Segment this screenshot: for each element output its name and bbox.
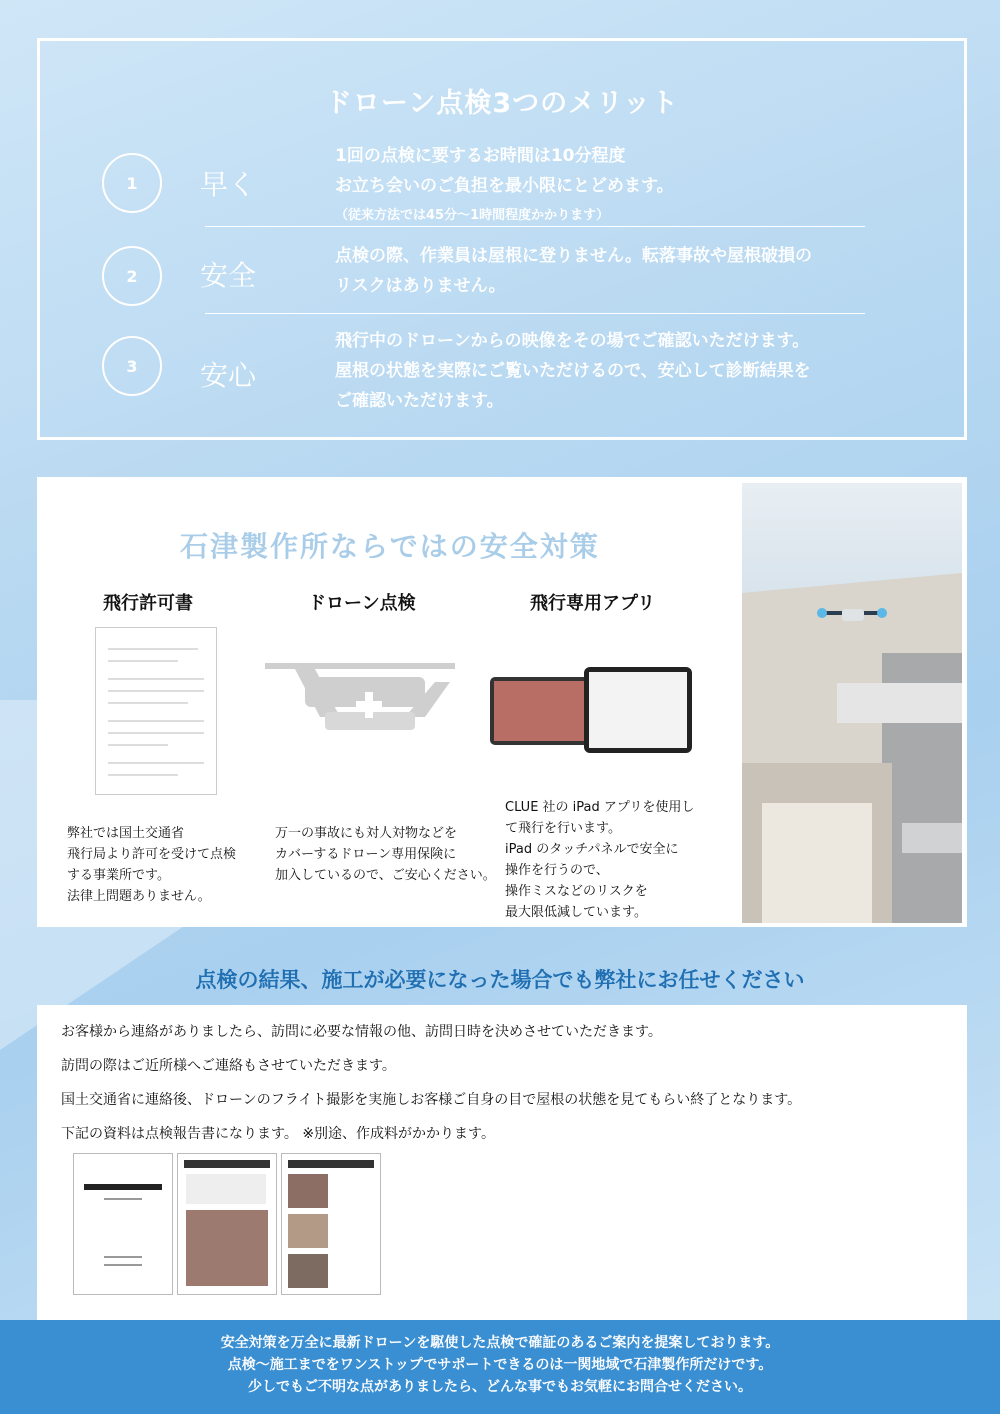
merit-panel (37, 38, 967, 440)
merit-text-line: 飛行中のドローンからの映像をその場でご確認いただけます。 (335, 331, 810, 351)
text-line: 万一の事故にも対人対物などを (275, 826, 458, 841)
permit-description (67, 823, 236, 907)
merit-text-line: 屋根の状態を実際にご覧いただけるので、安心して診断結果を (335, 361, 811, 381)
result-title: 点検の結果、施工が必要になった場合でも弊社にお任せください (195, 968, 805, 992)
merit-text-1 (335, 141, 674, 231)
divider (205, 226, 865, 227)
result-line-1: お客様から連絡がありましたら、訪問に必要な情報の他、訪問日時を決めさせていただきます。 (61, 1024, 662, 1040)
drone-icon (265, 657, 455, 747)
text-line: CLUE 社の iPad アプリを使用し (505, 800, 695, 815)
footer-banner (0, 1320, 1000, 1414)
merit-text-line: リスクはありません。 (335, 276, 506, 296)
text-line: 加入しているので、ご安心ください。 (275, 868, 496, 883)
merit-heading-3: 安心 (200, 359, 257, 392)
footer-line: 少しでもご不明な点がありましたら、どんな事でもお気軽にお問合せください。 (248, 1379, 752, 1395)
merit-title: ドローン点検3つのメリット (324, 88, 680, 119)
app-description (505, 797, 694, 923)
text-line: 操作を行うので、 (505, 863, 609, 878)
report-cover-image (73, 1153, 173, 1295)
column-heading-drone: ドローン点検 (308, 593, 416, 614)
merit-heading-2: 安全 (200, 259, 257, 292)
merit-text-line: ご確認いただけます。 (335, 391, 504, 411)
text-line: 操作ミスなどのリスクを (505, 884, 648, 899)
merit-text-2 (335, 241, 812, 301)
text-line: 弊社では国土交通省 (67, 826, 185, 841)
permit-document-image (95, 627, 217, 795)
result-line-3: 国土交通省に連絡後、ドローンのフライト撮影を実施しお客様ご自身の目で屋根の状態を見てもらい終了となります。 (61, 1092, 802, 1108)
text-line: カバーするドローン専用保険に (275, 847, 457, 862)
text-line: する事業所です。 (67, 868, 170, 883)
merit-number-2: 2 (102, 246, 162, 306)
text-line: iPad のタッチパネルで安全に (505, 842, 679, 857)
report-overview-image (177, 1153, 277, 1295)
text-line: て飛行を行います。 (505, 821, 621, 836)
report-photos-image (281, 1153, 381, 1295)
merit-heading-1: 早く (200, 168, 257, 201)
merit-number-1: 1 (102, 153, 162, 213)
column-heading-permit: 飛行許可書 (103, 593, 193, 614)
merit-text-3 (335, 326, 811, 416)
drone-description (275, 823, 496, 886)
divider (205, 313, 865, 314)
merit-number-3: 3 (102, 336, 162, 396)
text-line: 飛行局より許可を受けて点検 (67, 847, 237, 862)
text-line: 最大限低減しています。 (505, 905, 647, 920)
result-section (37, 1005, 967, 1323)
footer-line: 安全対策を万全に最新ドローンを駆使した点検で確証のあるご案内を提案しております。 (220, 1335, 780, 1351)
text-line: 法律上問題ありません。 (67, 889, 211, 904)
footer-line: 点検～施工までをワンストップでサポートできるのは一関地域で石津製作所だけです。 (227, 1357, 773, 1373)
merit-text-line: 点検の際、作業員は屋根に登りません。転落事故や屋根破損の (335, 246, 813, 266)
merit-text-line: 1回の点検に要するお時間は10分程度 (335, 146, 626, 166)
house-drone-photo (742, 483, 962, 923)
safety-section (37, 477, 967, 927)
merit-text-line: お立ち会いのご負担を最小限にとどめます。 (335, 176, 674, 196)
column-heading-app: 飛行専用アプリ (530, 593, 656, 614)
app-devices-image (490, 667, 695, 755)
safety-title: 石津製作所ならではの安全対策 (180, 530, 600, 563)
result-line-4: 下記の資料は点検報告書になります。 ※別途、作成料がかかります。 (61, 1126, 495, 1142)
merit-note: （従来方法では45分〜1時間程度かかります） (335, 208, 610, 223)
result-line-2: 訪問の際はご近所様へご連絡もさせていただきます。 (61, 1058, 396, 1074)
